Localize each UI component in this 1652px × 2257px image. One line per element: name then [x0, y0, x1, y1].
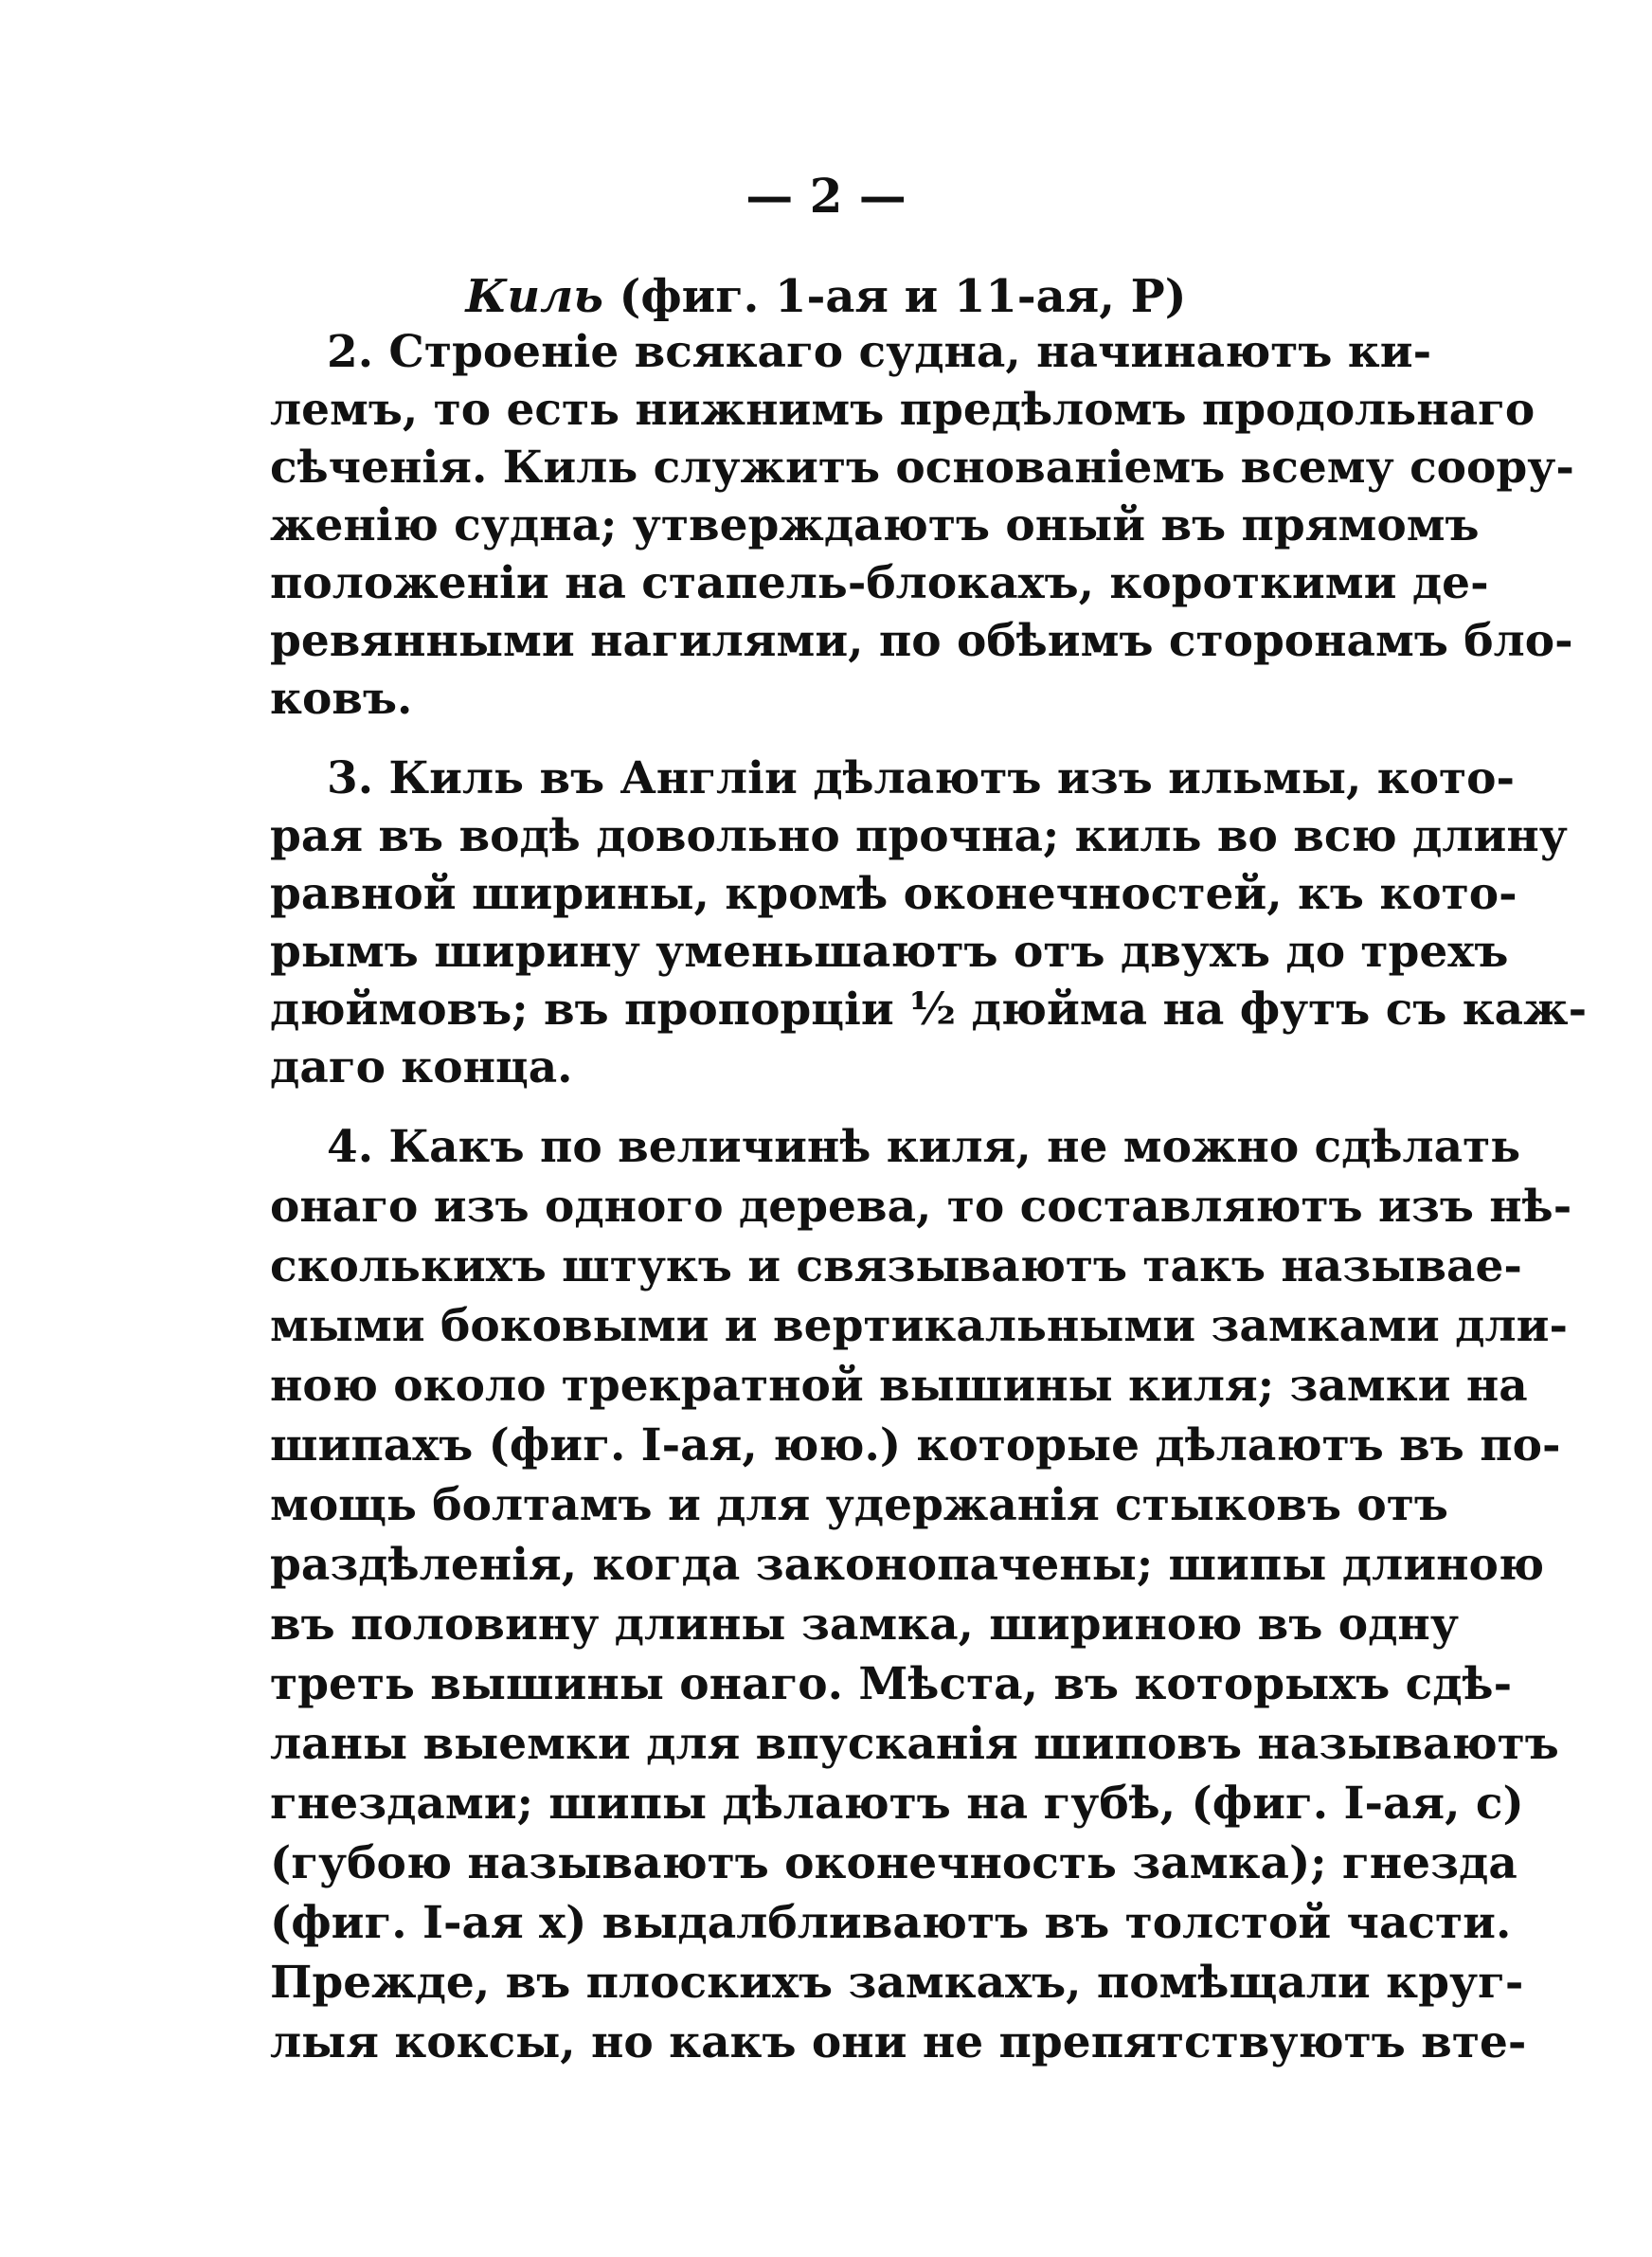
paragraph-3-line-4: рымъ ширину уменьшаютъ отъ двухъ до трехъ	[270, 926, 1509, 978]
paragraph-4-line-14: (фиг. I-ая х) выдалбливаютъ въ толстой части.	[270, 1897, 1512, 1949]
paragraph-2-line-6: ревянными нагилями, по обѣимъ сторонамъ бло-	[270, 615, 1573, 667]
paragraph-4-line-6: шипахъ (фиг. I-ая, юю.) которые дѣлаютъ въ по-	[270, 1419, 1561, 1472]
paragraph-4-line-15: Прежде, въ плоскихъ замкахъ, помѣщали круг-	[270, 1957, 1524, 2009]
section-heading	[0, 263, 1652, 330]
paragraph-4-line-2: онаго изъ одного дерева, то составляютъ изъ нѣ-	[270, 1181, 1572, 1233]
paragraph-3-line-5: дюймовъ; въ пропорціи ½ дюйма на футъ съ каж-	[270, 984, 1588, 1036]
paragraph-4-line-13: (губою называютъ оконечность замка); гнезда	[270, 1837, 1517, 1889]
paragraph-4-line-10: треть вышины онаго. Мѣста, въ которыхъ сдѣ-	[270, 1658, 1513, 1710]
paragraph-3-line-6: даго конца.	[270, 1041, 573, 1093]
paragraph-3-line-3: равной ширины, кромѣ оконечностей, къ кото-	[270, 868, 1517, 920]
paragraph-2-line-4: женію судна; утверждаютъ оный въ прямомъ	[270, 499, 1480, 551]
paragraph-4-line-12: гнездами; шипы дѣлаютъ на губѣ, (фиг. I-ая, с)	[270, 1778, 1524, 1830]
paragraph-2-line-1: 2. Строеніе всякаго судна, начинаютъ ки-	[327, 326, 1432, 378]
paragraph-3-line-1: 3. Киль въ Англіи дѣлаютъ изъ ильмы, кото-	[327, 752, 1516, 804]
paragraph-4-line-7: мощь болтамъ и для удержанія стыковъ отъ	[270, 1479, 1448, 1531]
section-heading-term: Киль	[465, 270, 603, 323]
paragraph-4-line-4: мыми боковыми и вертикальными замками дли-	[270, 1300, 1568, 1352]
paragraph-2-line-3: сѣченія. Киль служитъ основаніемъ всему соору-	[270, 442, 1574, 494]
paragraph-4-line-1: 4. Какъ по величинѣ киля, не можно сдѣлать	[327, 1121, 1521, 1173]
paragraph-2-line-5: положеніи на стапель-блокахъ, короткими де-	[270, 557, 1489, 609]
paragraph-4-line-16: лыя коксы, но какъ они не препятствуютъ вте-	[270, 2016, 1527, 2068]
page-number: — 2 —	[745, 168, 907, 224]
paragraph-2-line-2: лемъ, то есть нижнимъ предѣломъ продольнаго	[270, 384, 1535, 436]
paragraph-4-line-5: ною около трекратной вышины киля; замки на	[270, 1360, 1528, 1412]
section-heading-figure-ref: (фиг. 1-ая и 11-ая, Р)	[602, 270, 1187, 323]
paragraph-4-line-3: сколькихъ штукъ и связываютъ такъ называе-	[270, 1240, 1522, 1292]
paragraph-2-line-7: ковъ.	[270, 673, 413, 725]
paragraph-3-line-2: рая въ водѣ довольно прочна; киль во всю длину	[270, 810, 1568, 862]
paragraph-4-line-8: раздѣленія, когда законопачены; шипы длиною	[270, 1539, 1545, 1591]
paragraph-4-line-9: въ половину длины замка, шириною въ одну	[270, 1598, 1459, 1651]
paragraph-4-line-11: ланы выемки для впусканія шиповъ называютъ	[270, 1718, 1559, 1770]
